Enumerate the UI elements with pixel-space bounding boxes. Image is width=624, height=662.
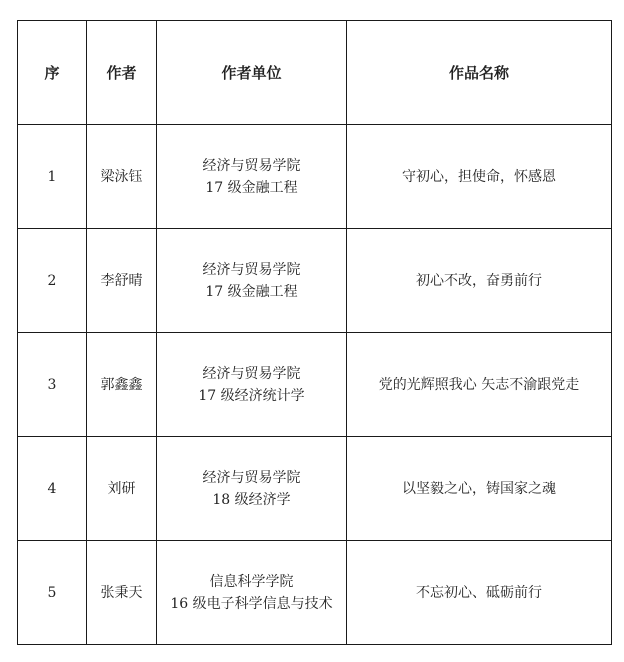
cell-work: 初心不改，奋勇前行 — [347, 229, 612, 333]
cell-author: 张秉天 — [87, 541, 157, 645]
cell-work: 以坚毅之心，铸国家之魂 — [347, 437, 612, 541]
cell-index: 2 — [18, 229, 87, 333]
header-unit: 作者单位 — [157, 21, 347, 125]
unit-class: 16 级电子科学信息与技术 — [170, 595, 333, 612]
cell-index: 3 — [18, 333, 87, 437]
cell-author: 李舒晴 — [87, 229, 157, 333]
cell-unit — [157, 229, 347, 333]
cell-unit — [157, 125, 347, 229]
cell-author: 梁泳钰 — [87, 125, 157, 229]
header-row — [18, 21, 612, 125]
cell-work: 不忘初心、砥砺前行 — [347, 541, 612, 645]
cell-unit — [157, 541, 347, 645]
unit-college: 经济与贸易学院 — [202, 261, 301, 278]
table-row — [18, 125, 612, 229]
award-table — [17, 20, 612, 645]
header-author: 作者 — [87, 21, 157, 125]
unit-class: 18 级经济学 — [212, 491, 291, 508]
unit-college: 经济与贸易学院 — [202, 157, 301, 174]
table-header — [18, 21, 612, 125]
unit-college: 信息科学学院 — [209, 573, 294, 590]
table-row — [18, 437, 612, 541]
unit-class: 17 级经济统计学 — [198, 387, 305, 404]
cell-index: 5 — [18, 541, 87, 645]
unit-college: 经济与贸易学院 — [202, 469, 301, 486]
unit-class: 17 级金融工程 — [205, 179, 298, 196]
cell-unit — [157, 333, 347, 437]
header-index: 序 — [18, 21, 87, 125]
cell-author: 刘研 — [87, 437, 157, 541]
unit-college: 经济与贸易学院 — [202, 365, 301, 382]
table-row — [18, 541, 612, 645]
table-body — [18, 125, 612, 645]
table-row — [18, 333, 612, 437]
cell-index: 4 — [18, 437, 87, 541]
cell-unit — [157, 437, 347, 541]
cell-author: 郭鑫鑫 — [87, 333, 157, 437]
cell-work: 守初心，担使命，怀感恩 — [347, 125, 612, 229]
table-row — [18, 229, 612, 333]
header-work: 作品名称 — [347, 21, 612, 125]
unit-class: 17 级金融工程 — [205, 283, 298, 300]
cell-work: 党的光辉照我心 矢志不渝跟党走 — [347, 333, 612, 437]
cell-index: 1 — [18, 125, 87, 229]
